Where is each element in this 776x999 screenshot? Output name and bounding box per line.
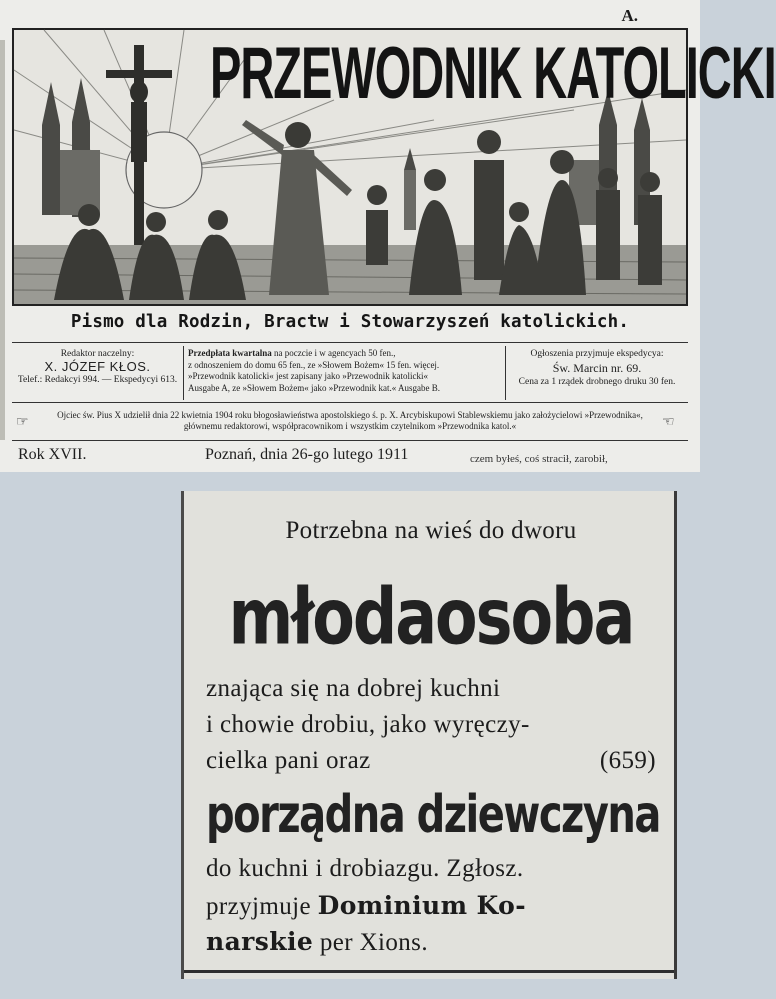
cut-off-text: czem byłeś, coś stracił, zarobił, xyxy=(470,453,608,465)
subscription-line3: »Przewodnik katolicki« jest zapisany jako »Przewodnik katolicki« xyxy=(188,371,428,381)
ads-info-line1: Ogłoszenia przyjmuje ekspedycya: xyxy=(530,349,664,359)
editor-column xyxy=(12,346,184,400)
subscription-line1: na poczcie i w agencyach 50 fen., xyxy=(274,348,396,358)
subscription-line4: Ausgabe A, ze »Słowem Bożem« jako »Przewodnik kat.« Ausgabe B. xyxy=(188,382,440,393)
ad-reference-number: (659) xyxy=(599,747,656,774)
ad-body-line-2: i chowie drobiu, jako wyręczy- xyxy=(206,711,530,738)
ad-contact-name-2: narskie xyxy=(206,927,314,956)
papal-blessing-notice: Ojciec św. Pius X udzielił dnia 22 kwietnia 1904 roku błogosławieństwa apostolskiego ś. p. X. Arcybiskupowi Stablewskiemu jako założycielowi »Przewodnika«, głównemu redaktorowi, współpracownikom i wszystkim czytelnikom »Przewodnika katol.« xyxy=(57,410,643,431)
ads-info-column xyxy=(506,346,688,400)
subscription-lead: Przedpłata kwartalna xyxy=(188,348,272,358)
pointing-hand-right-icon: ☜ xyxy=(662,414,675,430)
ad-body-line-4: do kuchni i drobiazgu. Zgłosz. xyxy=(206,855,524,882)
ad-body-line-3-text: cielka pani oraz xyxy=(206,747,371,774)
ads-info-price: Cena za 1 rządek drobnego druku 30 fen. xyxy=(518,377,676,387)
newspaper-subtitle: Pismo dla Rodzin, Bractw i Stowarzyszeń katolickich. xyxy=(70,312,630,332)
ad-body-line-5 xyxy=(206,891,656,921)
corner-mark: A. xyxy=(621,6,638,25)
subscription-line2: z odnoszeniem do domu 65 fen., ze »Słowem Bożem« 15 fen. więcej. xyxy=(188,359,440,370)
volume-label: Rok XVII. xyxy=(18,446,87,463)
ad-contact-place: per Xions. xyxy=(319,929,428,956)
ad-body-line-6 xyxy=(206,927,656,957)
rule-top xyxy=(12,342,688,343)
ad-contact-name-1: Dominium Ko- xyxy=(317,891,526,920)
editor-name: X. JÓZEF KŁOS. xyxy=(44,359,151,374)
masthead-info-row xyxy=(12,346,688,400)
dateline: Poznań, dnia 26-go lutego 1911 xyxy=(205,446,409,463)
newspaper-title: PRZEWODNIK KATOLICKI xyxy=(210,31,776,114)
ad-intro-line: Potrzebna na wieś do dworu xyxy=(285,517,577,544)
ad-contact-lead: przyjmuje xyxy=(206,893,311,920)
ad-body-line-3 xyxy=(206,747,656,775)
masthead-banner xyxy=(12,28,776,306)
pointing-hand-left-icon: ☞ xyxy=(16,414,29,430)
ad-headline-1: młodaosoba xyxy=(228,571,634,663)
ad-bottom-rule xyxy=(184,970,674,973)
rule-middle xyxy=(12,402,688,403)
subscription-column xyxy=(184,346,506,400)
ad-body-line-1: znająca się na dobrej kuchni xyxy=(206,675,501,702)
editor-phones: Telef.: Redakcyi 994. — Ekspedycyi 613. xyxy=(17,375,178,385)
rule-bottom xyxy=(12,440,688,441)
ad-headline-2: porządna dziewczyna xyxy=(206,785,660,845)
masthead-clipping xyxy=(0,0,776,472)
editor-label: Redaktor naczelny: xyxy=(60,349,135,359)
ads-info-address: Św. Marcin nr. 69. xyxy=(552,361,642,375)
classified-ad xyxy=(181,491,677,979)
page-edge-sliver xyxy=(0,40,5,440)
